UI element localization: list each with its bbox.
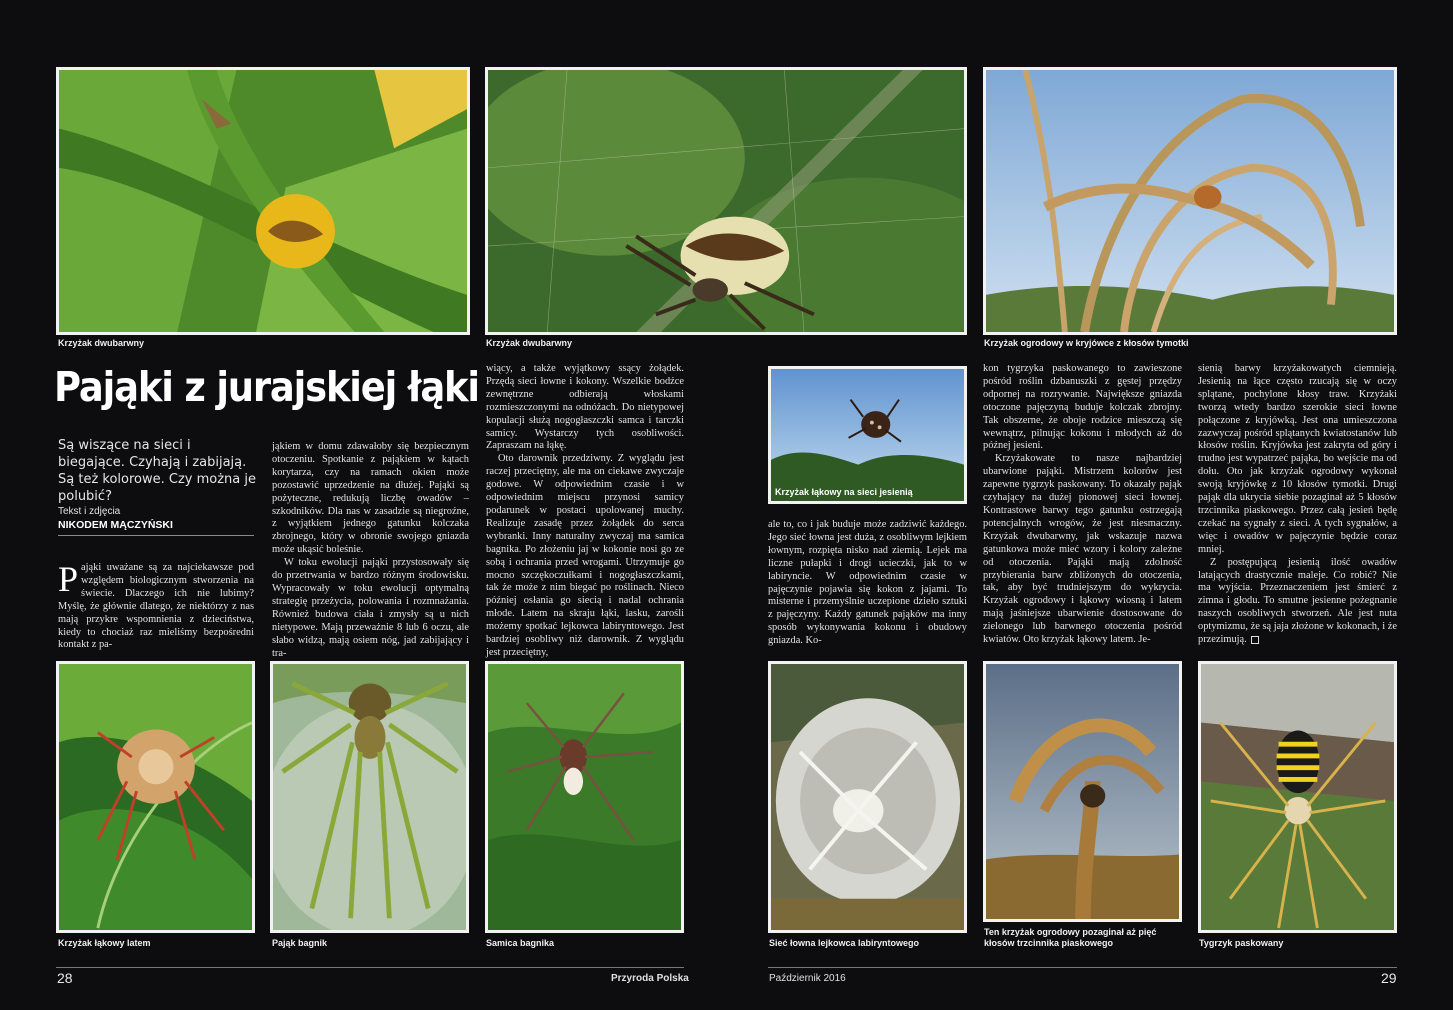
photo-tygrzyk-paskowany (1198, 661, 1397, 933)
drop-cap: P (58, 559, 79, 599)
paragraph: jąkiem w domu zdawałoby się bezpiecznym otoczeniu. Spotkanie z pająkiem w kątach korytarza, czy na ramach okien może pozostawić uprzedzenie na dłużej. Pająki są pożyteczne, redukują liczbę owadów – szkodników. Dla nas w zasadzie są niegroźne, z wyjątkiem jednego gatunku kolczaka zbrojnego, który w obronie swojego gniazda może ukąsić boleśnie. (272, 441, 469, 556)
caption-bot4: Sieć łowna lejkowca labiryntowego (769, 938, 920, 948)
footer-divider-left (56, 967, 684, 968)
issue-date: Październik 2016 (769, 973, 846, 984)
credit-label: Tekst i zdjęcia (58, 506, 121, 517)
caption-bot6: Tygrzyk paskowany (1199, 938, 1284, 948)
author-name: NIKODEM MĄCZYŃSKI (58, 519, 173, 531)
photo-samica-bagnika (485, 661, 684, 933)
paragraph: sienią barwy krzyżakowatych ciemnieją. Jesienią na łące często rzucają się w oczy splątane, pochylone kłosy traw. Krzyżaki tworzą wtedy bardzo szerokie sieci łowne połączone z kryjówką. Jest ona umieszczona zazwyczaj pośród splątanych kwiatostanów lub kłosów roślin. Kryjówka jest zakryta od góry i trudno jest wypatrzeć pająka, bo wejście ma od dołu. Oto jak krzyżak ogrodowy wykonał swoją kryjówkę z 10 kłosów tymotki. Drugi pająk dla ukrycia siebie pozaginał aż 5 kłosów trzcinnika piaskowego. Przez całą jesień będę czekać na sygnały z sieci. A tych sygnałów, a więc i owadów w pajęczynie będzie coraz mniej. (1198, 363, 1397, 555)
text-column-5 (983, 363, 1182, 647)
caption-top3: Krzyżak ogrodowy w kryjówce z kłosów tymotki (984, 338, 1189, 348)
footer-divider-right (768, 967, 1397, 968)
page-number-right: 29 (1381, 970, 1397, 986)
caption-bot1: Krzyżak łąkowy latem (58, 938, 151, 948)
text-column-6 (1198, 363, 1397, 647)
caption-top1: Krzyżak dwubarwny (58, 338, 145, 348)
paragraph: wiący, a także wyjątkowy ssący żołądek. Przędą sieci łowne i kokony. Wszelkie bodźce zewnętrzne odbierają włoskami rozmieszczonymi na odnóżach. Do nietypowej kopulacji służą nogogłaszczki samca i tarczki samicy. Wystarczy tych osobliwości. Zapraszam na łąkę. (486, 363, 684, 452)
paragraph: Z postępującą jesienią ilość owadów latających drastycznie maleje. Co robić? Nie ma wyjścia. Przeznaczeniem jest śmierć z zimna i głodu. To smutne jesienne pożegnanie naszych osobliwych stworzeń. Ale jest nuta optymizmu, że są jaja złożone w kokonach, i że przezimują. (1198, 556, 1397, 646)
photo-krzyzak-lakowy-jesien (768, 366, 967, 504)
paragraph: W toku ewolucji pająki przystosowały się do przetrwania w bardzo różnym środowisku. Wypracowały w toku ewolucji optymalną strategię przeżycia, polowania i rozmnażania. Również budowa ciała i zmysły są u nich nietypowe. Mają przeważnie 8 lub 6 oczu, ale słabo widzą, mają osiem nóg, jad zabijający i tra- (272, 557, 469, 659)
article-lead: Są wiszące na sieci i biegające. Czyhają i zabijają. Są też kolorowe. Czy można je polubić? (58, 438, 257, 504)
caption-bot2: Pająk bagnik (272, 938, 328, 948)
text-column-2 (272, 441, 469, 660)
magazine-name: Przyroda Polska (611, 973, 689, 984)
photo-krzyzak-ogrodowy-kryjowka (983, 67, 1397, 335)
article-title: Pająki z jurajskiej łąki (54, 363, 479, 411)
paragraph: kon tygrzyka paskowanego to zawieszone pośród roślin dzbanuszki z gęstej przędzy odpornej na rozrywanie. Największe gniazda otoczone pajęczyną buduje kolczak zbrojny. Tak obszerne, że oboje rodzice mieszczą się wewnątrz, pilnując kokonu i młodych aż do późnej jesieni. (983, 363, 1182, 452)
caption-bot3: Samica bagnika (486, 938, 555, 948)
credit-divider (58, 535, 254, 536)
photo-krzyzak-dwubarwny-leaf (56, 67, 470, 335)
photo-siec-lejkowca (768, 661, 967, 933)
paragraph: Krzyżakowate to nasze najbardziej ubarwione pająki. Mistrzem kolorów jest zapewne tygrzyk paskowany. To okazały pająk czyhający na dużej pionowej sieci łownej. Kontrastowe barwy tego gatunku ostrzegają potencjalnych wrogów, że jest niesmaczny. Krzyżak dwubarwny, jak wskazuje nazwa gatunkowa może mieć wzory i kolory zależne od otoczenia. Pająki mają zdolność przybierania barw zbliżonych do otoczenia, tak, aby być trudniejszym do wykrycia. Krzyżak ogrodowy i łąkowy wiosną i latem mają jaśniejsze ubarwienie dostosowane do zielonego lub barwnego otoczenia pośród kwiatów. Oto krzyżak łąkowy latem. Je- (983, 453, 1182, 646)
caption-top2: Krzyżak dwubarwny (486, 338, 573, 348)
photo-pajak-bagnik (270, 661, 469, 933)
photo-krzyzak-trzcinnik (983, 661, 1182, 922)
caption-mid: Krzyżak łąkowy na sieci jesienią (775, 487, 913, 497)
text-column-4 (768, 519, 967, 648)
paragraph: Oto darownik przedziwny. Z wyglądu jest raczej przeciętny, ale ma on ciekawe zwyczaje godowe. W odpowiednim czasie i w odpowiednim miejscu przynosi samicy podarunek w postaci upolowanej muchy. Realizuje zasadę przez żołądek do serca wybranki. Inny naturalny zwyczaj ma samica bagnika. Po złożeniu jaj w kokonie nosi go ze sobą i ochrania przed wrogami. Utrzymuje go mocno szczękoczułkami i nogogłaszczkami, tak że może z nim biegać po roślinach. Nieco później osłania go siecią i nadal ochrania młode. Latem na skraju łąki, lasku, zarośli możemy spotkać lejkowca labiryntowego. Jest bardziej osobliwy niż darownik. Z wyglądu jest przeciętny, (486, 453, 684, 658)
photo-krzyzak-lakowy-latem (56, 661, 255, 933)
paragraph: ająki uważane są za najciekawsze pod względem biologicznym stworzenia na świecie. Dlaczego ich nie lubimy? Myślę, że głównie dlatego, że niektórzy z nas mają przykre wspomnienia z dzieciństwa, kiedy to chociaż raz mieliśmy bezpośredni kontakt z pa- (58, 562, 254, 651)
end-mark-icon (1251, 636, 1259, 644)
page-number-left: 28 (57, 970, 73, 986)
text-column-1 (58, 559, 254, 652)
photo-krzyzak-dwubarwny-web (485, 67, 967, 335)
caption-bot5: Ten krzyżak ogrodowy pozaginał aż pięć kłosów trzcinnika piaskowego (984, 927, 1157, 948)
text-column-3 (486, 363, 684, 660)
paragraph: ale to, co i jak buduje może zadziwić każdego. Jego sieć łowna jest duża, z osobliwym lejkiem łownym, rozpięta nisko nad ziemią. Lejek ma liczne pułapki i drogi ucieczki, jak to w labiryncie. W odpowiednim czasie w pajęczynie pojawia się kokon z jajami. To misterne i przemyślnie uczepione dzieło sztuki z pajęczyny. Każdy gatunek pająków ma inny sposób wykonywania kokonu i obudowy gniazda. Ko- (768, 519, 967, 647)
